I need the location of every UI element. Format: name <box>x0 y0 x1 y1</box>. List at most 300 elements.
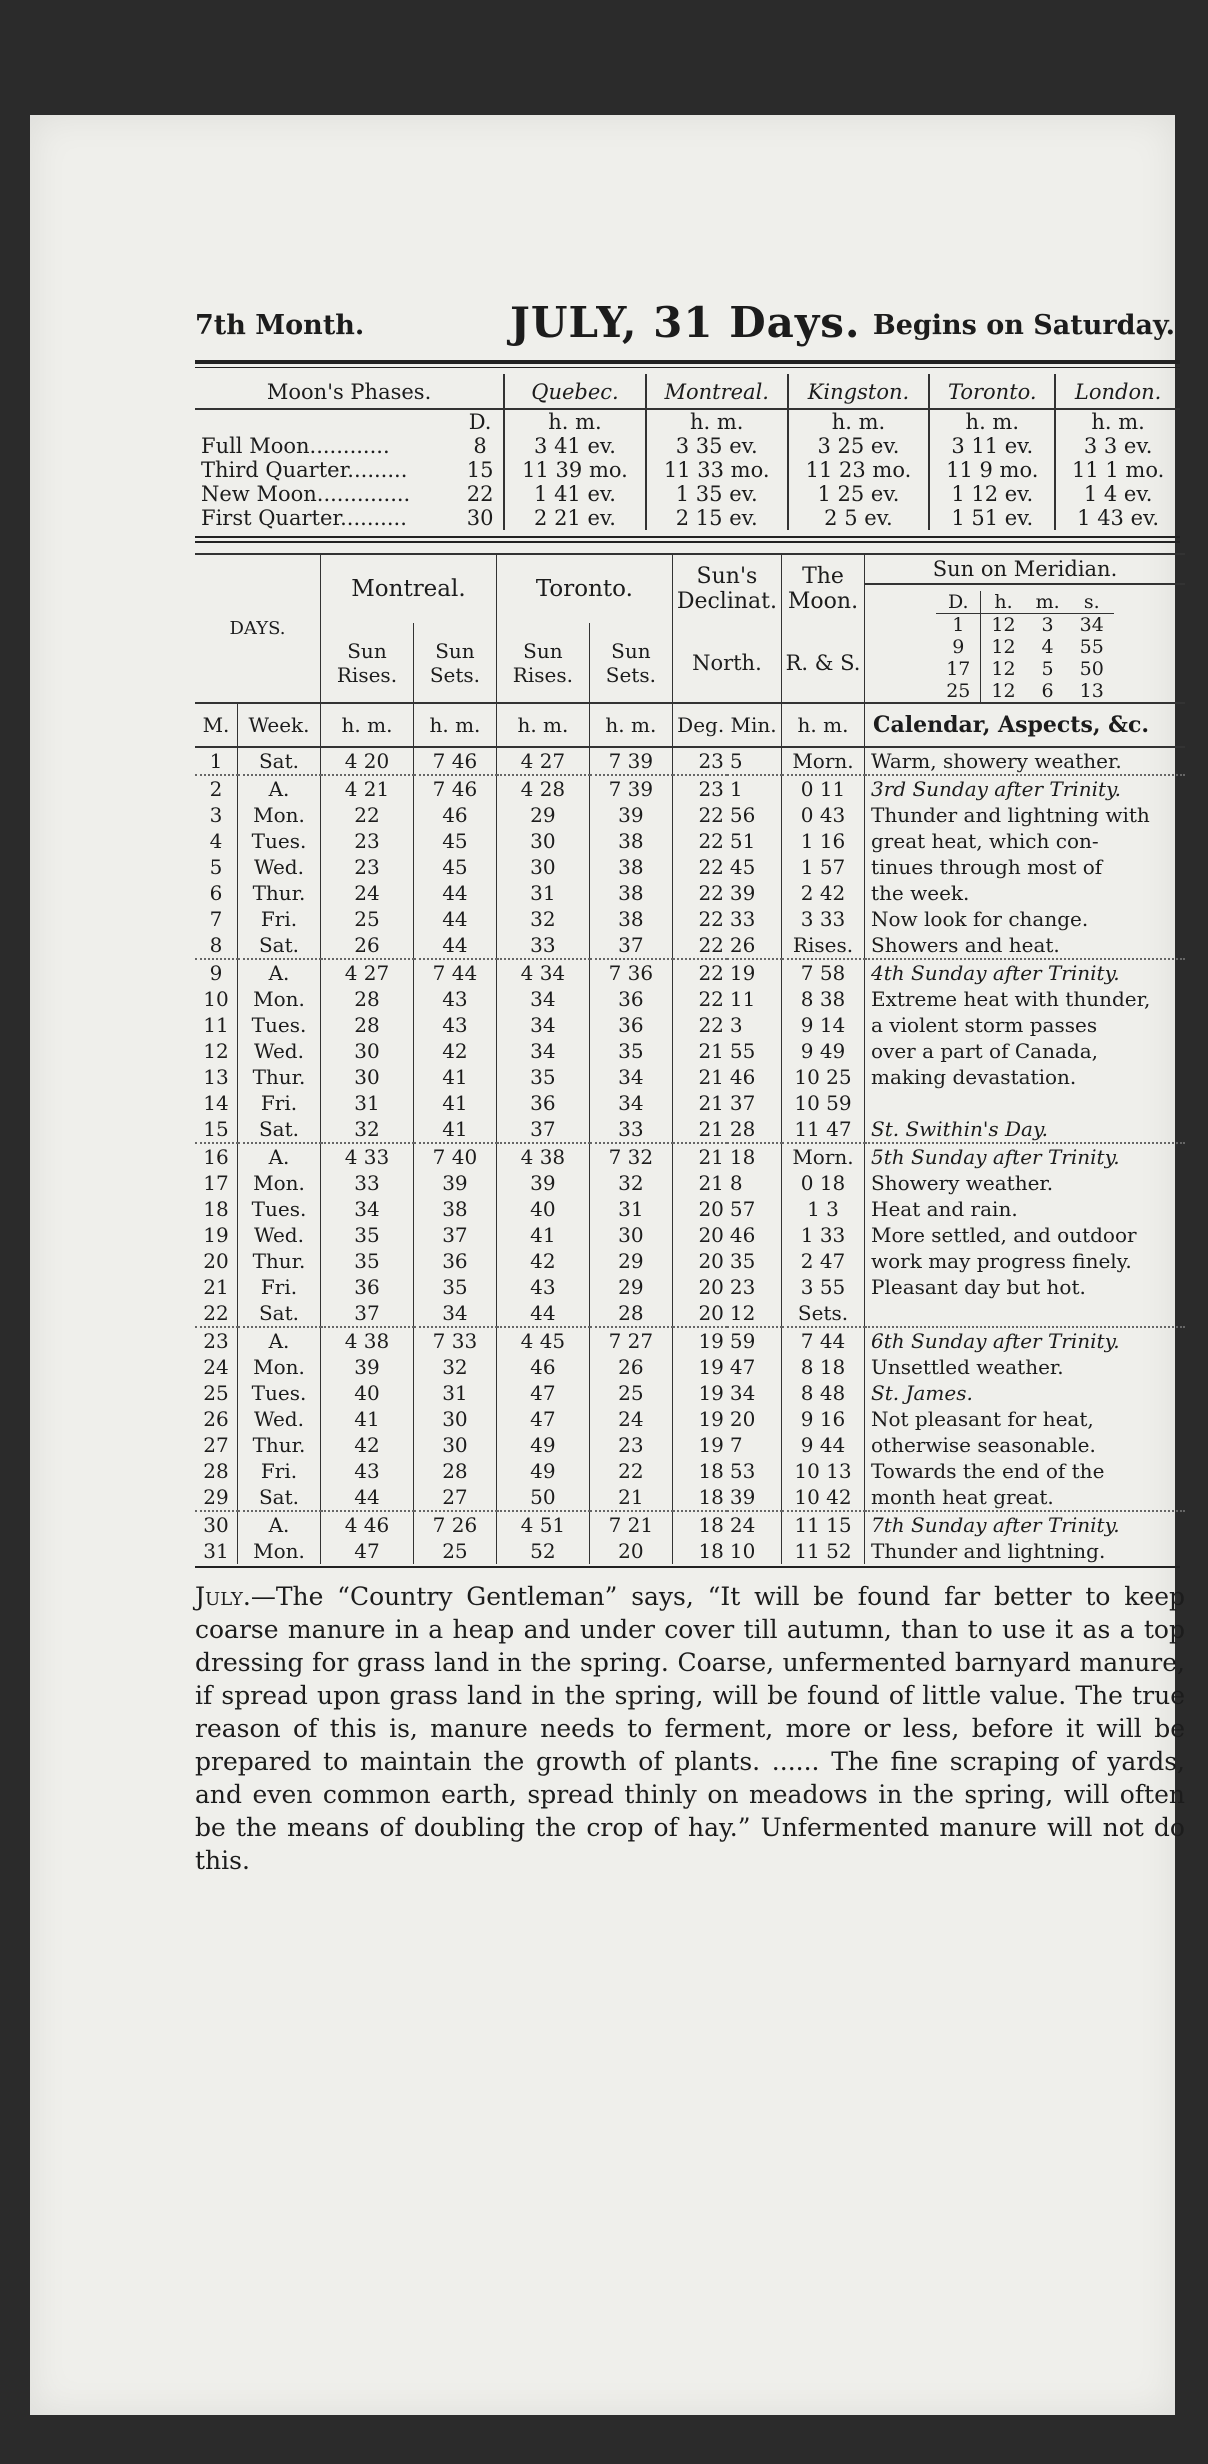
hm-label: h. m. <box>589 703 672 747</box>
montreal-set: 44 <box>413 906 496 932</box>
toronto-rise: 49 <box>496 1432 589 1458</box>
montreal-rise: 36 <box>321 1274 414 1300</box>
toronto-rise: 34 <box>496 1038 589 1064</box>
meridian-cell: 5 <box>1041 658 1054 680</box>
decl-min: 35 <box>729 1249 756 1273</box>
decl-deg: 21 <box>672 1064 727 1090</box>
meridian-head-h: h. <box>981 591 1026 614</box>
decl-min: 20 <box>729 1407 756 1431</box>
montreal-set: 34 <box>413 1300 496 1327</box>
decl-deg: 22 <box>672 802 727 828</box>
toronto-set: 29 <box>589 1248 672 1274</box>
day-number: 18 <box>203 1197 229 1221</box>
july-note <box>195 1580 1185 1877</box>
day-row <box>195 1143 1185 1170</box>
toronto-set: 20 <box>589 1538 672 1564</box>
decl-deg: 22 <box>672 880 727 906</box>
calendar-note: a violent storm passes <box>865 1012 1186 1038</box>
day-number: 12 <box>203 1039 229 1063</box>
decl-min: 7 <box>729 1433 743 1457</box>
toronto-set: 37 <box>589 932 672 959</box>
toronto-rise: 4 38 <box>496 1143 589 1170</box>
montreal-rise: 30 <box>321 1038 414 1064</box>
hm-label: h. m. <box>782 703 865 747</box>
moon-rs: 9 14 <box>782 1012 865 1038</box>
city-kingston: Kingston. <box>788 374 930 409</box>
decl-min: 23 <box>729 1275 756 1299</box>
moon-rs: 9 44 <box>782 1432 865 1458</box>
day-row <box>195 880 1185 906</box>
toronto-set: 38 <box>589 854 672 880</box>
calendar-note: Not pleasant for heat, <box>865 1406 1186 1432</box>
day-row <box>195 1038 1185 1064</box>
weekday: Thur. <box>238 1432 321 1458</box>
montreal-set: 44 <box>413 880 496 906</box>
toronto-rise: 33 <box>496 932 589 959</box>
weekday: A. <box>238 1143 321 1170</box>
toronto-rise: 32 <box>496 906 589 932</box>
toronto-set: 7 39 <box>589 775 672 802</box>
decl-min: 33 <box>729 907 756 931</box>
toronto-rise: 41 <box>496 1222 589 1248</box>
phase-day: 22 <box>466 482 494 506</box>
moon-rs: 10 13 <box>782 1458 865 1484</box>
weekday: Thur. <box>238 880 321 906</box>
day-row <box>195 1170 1185 1196</box>
day-number: 9 <box>195 959 238 986</box>
decl-min: 10 <box>729 1539 756 1563</box>
day-number: 13 <box>203 1065 229 1089</box>
calendar-heading: Calendar, Aspects, &c. <box>865 703 1186 747</box>
day-row <box>195 906 1185 932</box>
moon-rs: 1 57 <box>782 854 865 880</box>
toronto-rise: 34 <box>496 986 589 1012</box>
toronto-rise: 37 <box>496 1116 589 1143</box>
day-row <box>195 747 1185 775</box>
week-heading: Week. <box>238 703 321 747</box>
decl-deg: 23 <box>672 775 727 802</box>
phase-time: 3 11 ev. <box>929 434 1055 458</box>
meridian-cell: 55 <box>1079 636 1104 658</box>
montreal-rises: Sun Rises. <box>321 623 414 703</box>
montreal-rise: 44 <box>321 1484 414 1511</box>
meridian-heading: Sun on Meridian. <box>865 555 1185 585</box>
decl-min: 56 <box>729 803 756 827</box>
meridian-block <box>865 554 1186 703</box>
decl-deg: 22 <box>672 959 727 986</box>
phase-row <box>195 506 1180 530</box>
montreal-set: 27 <box>413 1484 496 1511</box>
calendar-note: tinues through most of <box>865 854 1186 880</box>
weekday: Sat. <box>238 1300 321 1327</box>
hm-label: h. m. <box>413 703 496 747</box>
toronto-set: 25 <box>589 1380 672 1406</box>
city-montreal: Montreal. <box>646 374 788 409</box>
weekday: Sat. <box>238 1484 321 1511</box>
toronto-rise: 29 <box>496 802 589 828</box>
unit-hm: h. m. <box>788 409 930 434</box>
weekday: Fri. <box>238 906 321 932</box>
decl-deg: 20 <box>672 1248 727 1274</box>
montreal-set: 31 <box>413 1380 496 1406</box>
phase-name: First Quarter.......... <box>201 506 407 530</box>
montreal-rise: 4 38 <box>321 1327 414 1354</box>
day-number: 21 <box>203 1275 229 1299</box>
montreal-set: 36 <box>413 1248 496 1274</box>
moon-rs: 10 42 <box>782 1484 865 1511</box>
montreal-set: 35 <box>413 1274 496 1300</box>
day-row <box>195 986 1185 1012</box>
note-text: —The “Country Gentleman” says, “It will be found far better to keep coarse manure in a heap and under cover till autumn, than to use it as a top dressing for grass land in the spring. Coarse, unfermented barnyard manure, if spread upon grass land in the spring, will be found of little value. The true reason of this is, manure needs to ferment, more or less, before it will be prepared to maintain the growth of plants. ...... The fine scraping of yards, and even common earth, spread thinly on meadows in the spring, will often be the means of doubling the crop of hay.” Unfermented manure will not do this. <box>195 1582 1185 1875</box>
toronto-set: 38 <box>589 880 672 906</box>
toronto-set: 34 <box>589 1064 672 1090</box>
weekday: Mon. <box>238 1170 321 1196</box>
moon-rs: 0 43 <box>782 802 865 828</box>
decl-min: 57 <box>729 1197 756 1221</box>
montreal-rise: 4 20 <box>321 747 414 775</box>
weekday: Mon. <box>238 802 321 828</box>
day-number: 25 <box>203 1381 229 1405</box>
toronto-set: 30 <box>589 1222 672 1248</box>
montreal-rise: 40 <box>321 1380 414 1406</box>
day-number: 28 <box>203 1459 229 1483</box>
toronto-heading: Toronto. <box>496 554 672 623</box>
phase-time: 11 1 mo. <box>1055 458 1180 482</box>
montreal-set: 7 40 <box>413 1143 496 1170</box>
calendar-note: 6th Sunday after Trinity. <box>865 1327 1186 1354</box>
decl-min: 3 <box>729 1013 743 1037</box>
montreal-rise: 37 <box>321 1300 414 1327</box>
unit-hm: h. m. <box>646 409 788 434</box>
phase-day: 15 <box>466 458 494 482</box>
calendar-note: Now look for change. <box>865 906 1186 932</box>
montreal-rise: 28 <box>321 1012 414 1038</box>
decl-min: 45 <box>729 855 756 879</box>
weekday: Wed. <box>238 1222 321 1248</box>
calendar-note: work may progress finely. <box>865 1248 1186 1274</box>
day-number: 27 <box>203 1433 229 1457</box>
moon-rs: Morn. <box>782 747 865 775</box>
toronto-set: 32 <box>589 1170 672 1196</box>
deg-min-label: Deg. Min. <box>672 703 781 747</box>
day-row <box>195 1327 1185 1354</box>
day-number: 16 <box>195 1143 238 1170</box>
city-toronto: Toronto. <box>929 374 1055 409</box>
phase-time: 2 5 ev. <box>788 506 930 530</box>
montreal-rise: 28 <box>321 986 414 1012</box>
decl-deg: 19 <box>672 1380 727 1406</box>
calendar-note: Pleasant day but hot. <box>865 1274 1186 1300</box>
toronto-rise: 4 34 <box>496 959 589 986</box>
meridian-row <box>936 636 1114 658</box>
montreal-rise: 4 21 <box>321 775 414 802</box>
toronto-rise: 49 <box>496 1458 589 1484</box>
montreal-rise: 30 <box>321 1064 414 1090</box>
day-row <box>195 932 1185 959</box>
phase-time: 1 4 ev. <box>1055 482 1180 506</box>
toronto-rise: 35 <box>496 1064 589 1090</box>
toronto-rises: Sun Rises. <box>496 623 589 703</box>
day-number: 20 <box>203 1249 229 1273</box>
montreal-sets: Sun Sets. <box>413 623 496 703</box>
moon-rs: 9 16 <box>782 1406 865 1432</box>
toronto-rise: 40 <box>496 1196 589 1222</box>
meridian-cell: 12 <box>981 636 1026 658</box>
weekday: Sat. <box>238 747 321 775</box>
weekday: Wed. <box>238 1038 321 1064</box>
meridian-table <box>936 591 1114 702</box>
moon-rs: Morn. <box>782 1143 865 1170</box>
weekday: Sat. <box>238 932 321 959</box>
phase-day: 30 <box>466 506 494 530</box>
day-row <box>195 1090 1185 1116</box>
weekday: Tues. <box>238 1380 321 1406</box>
montreal-rise: 42 <box>321 1432 414 1458</box>
phase-time: 3 35 ev. <box>646 434 788 458</box>
phase-time: 1 12 ev. <box>929 482 1055 506</box>
day-number: 8 <box>209 933 223 957</box>
montreal-rise: 47 <box>321 1538 414 1564</box>
city-quebec: Quebec. <box>504 374 646 409</box>
toronto-rise: 44 <box>496 1300 589 1327</box>
montreal-rise: 35 <box>321 1222 414 1248</box>
calendar-note: the week. <box>865 880 1186 906</box>
day-row <box>195 1222 1185 1248</box>
decl-min: 55 <box>729 1039 756 1063</box>
decl-min: 59 <box>727 1327 782 1354</box>
phase-time: 11 39 mo. <box>504 458 646 482</box>
toronto-rise: 36 <box>496 1090 589 1116</box>
day-number: 22 <box>203 1301 229 1325</box>
day-row <box>195 1406 1185 1432</box>
meridian-cell: 1 <box>952 614 965 636</box>
phase-time: 1 51 ev. <box>929 506 1055 530</box>
calendar-note: Extreme heat with thunder, <box>865 986 1186 1012</box>
day-row <box>195 1116 1185 1143</box>
moon-rs: 0 18 <box>782 1170 865 1196</box>
montreal-rise: 25 <box>321 906 414 932</box>
meridian-row <box>936 680 1114 702</box>
montreal-rise: 4 27 <box>321 959 414 986</box>
moon-rs: 3 55 <box>782 1274 865 1300</box>
note-lead: July. <box>195 1582 251 1611</box>
toronto-set: 24 <box>589 1406 672 1432</box>
phase-units-row <box>195 409 1180 434</box>
decl-min: 18 <box>727 1143 782 1170</box>
decl-min: 24 <box>727 1511 782 1538</box>
calendar-note: Showers and heat. <box>865 932 1186 959</box>
day-row <box>195 1511 1185 1538</box>
montreal-set: 30 <box>413 1406 496 1432</box>
phase-time: 3 25 ev. <box>788 434 930 458</box>
meridian-head-m: m. <box>1035 591 1060 613</box>
day-row <box>195 1248 1185 1274</box>
calendar-note: St. Swithin's Day. <box>865 1116 1186 1143</box>
day-row <box>195 1538 1185 1564</box>
toronto-rise: 30 <box>496 828 589 854</box>
calendar-note: month heat great. <box>865 1484 1186 1511</box>
weekday: Mon. <box>238 1538 321 1564</box>
month-title: JULY, 31 Days. <box>510 298 861 347</box>
day-row <box>195 1274 1185 1300</box>
city-london: London. <box>1055 374 1180 409</box>
unit-hm: h. m. <box>504 409 646 434</box>
weekday: Tues. <box>238 1196 321 1222</box>
phase-time: 11 9 mo. <box>929 458 1055 482</box>
montreal-set: 7 46 <box>413 775 496 802</box>
toronto-rise: 30 <box>496 854 589 880</box>
double-rule <box>195 360 1180 368</box>
calendar-note: St. James. <box>865 1380 1186 1406</box>
unit-d: D. <box>468 410 492 434</box>
meridian-cell: 6 <box>1041 680 1054 702</box>
montreal-set: 7 44 <box>413 959 496 986</box>
decl-deg: 18 <box>672 1538 727 1564</box>
day-row <box>195 1354 1185 1380</box>
toronto-rise: 43 <box>496 1274 589 1300</box>
weekday: A. <box>238 959 321 986</box>
toronto-set: 28 <box>589 1300 672 1327</box>
calendar-note: Heat and rain. <box>865 1196 1186 1222</box>
moon-rs: 3 33 <box>782 906 865 932</box>
decl-deg: 20 <box>672 1196 727 1222</box>
meridian-cell: 3 <box>1041 614 1054 636</box>
decl-min: 53 <box>729 1459 756 1483</box>
montreal-set: 44 <box>413 932 496 959</box>
day-row <box>195 1484 1185 1511</box>
meridian-head-s: s. <box>1083 591 1100 613</box>
toronto-set: 23 <box>589 1432 672 1458</box>
moon-rs: 7 44 <box>782 1327 865 1354</box>
weekday: Wed. <box>238 1406 321 1432</box>
montreal-set: 32 <box>413 1354 496 1380</box>
toronto-set: 7 36 <box>589 959 672 986</box>
toronto-sets: Sun Sets. <box>589 623 672 703</box>
decl-min: 1 <box>727 775 782 802</box>
toronto-set: 36 <box>589 1012 672 1038</box>
decl-min: 28 <box>729 1117 756 1141</box>
day-row <box>195 1196 1185 1222</box>
day-number: 3 <box>209 803 223 827</box>
phase-name: Third Quarter......... <box>201 458 408 482</box>
montreal-rise: 23 <box>321 828 414 854</box>
day-row <box>195 1458 1185 1484</box>
montreal-set: 41 <box>413 1090 496 1116</box>
montreal-set: 41 <box>413 1116 496 1143</box>
moon-rs: 0 11 <box>782 775 865 802</box>
day-row <box>195 775 1185 802</box>
moon-rs: 11 47 <box>782 1116 865 1143</box>
day-row <box>195 959 1185 986</box>
calendar-note: 7th Sunday after Trinity. <box>865 1511 1186 1538</box>
meridian-head-d: D. <box>947 591 969 613</box>
rule <box>195 1566 1180 1568</box>
day-number: 2 <box>195 775 238 802</box>
montreal-rise: 4 33 <box>321 1143 414 1170</box>
month-number: 7th Month. <box>195 310 365 341</box>
montreal-set: 43 <box>413 1012 496 1038</box>
moon-rs: 8 18 <box>782 1354 865 1380</box>
decl-deg: 21 <box>672 1143 727 1170</box>
toronto-set: 26 <box>589 1354 672 1380</box>
phase-name: Full Moon............ <box>201 434 390 458</box>
day-row <box>195 802 1185 828</box>
day-row <box>195 828 1185 854</box>
decl-min: 19 <box>727 959 782 986</box>
calendar-note: otherwise seasonable. <box>865 1432 1186 1458</box>
calendar-note: Thunder and lightning. <box>865 1538 1186 1564</box>
toronto-set: 7 39 <box>589 747 672 775</box>
toronto-rise: 47 <box>496 1380 589 1406</box>
montreal-set: 28 <box>413 1458 496 1484</box>
weekday: Mon. <box>238 1354 321 1380</box>
decl-deg: 19 <box>672 1354 727 1380</box>
meridian-cell: 9 <box>952 636 965 658</box>
toronto-set: 39 <box>589 802 672 828</box>
day-number: 14 <box>203 1091 229 1115</box>
decl-deg: 19 <box>672 1327 727 1354</box>
calendar-note: Unsettled weather. <box>865 1354 1186 1380</box>
decl-deg: 22 <box>672 986 727 1012</box>
montreal-set: 7 33 <box>413 1327 496 1354</box>
calendar-note: Thunder and lightning with <box>865 802 1186 828</box>
meridian-cell: 50 <box>1079 658 1104 680</box>
moon-rs: Sets. <box>782 1300 865 1327</box>
montreal-set: 39 <box>413 1170 496 1196</box>
calendar-note: More settled, and outdoor <box>865 1222 1186 1248</box>
toronto-set: 21 <box>589 1484 672 1511</box>
meridian-cell: 17 <box>946 658 971 680</box>
toronto-rise: 34 <box>496 1012 589 1038</box>
weekday: A. <box>238 1511 321 1538</box>
weekday: Tues. <box>238 1012 321 1038</box>
toronto-rise: 4 45 <box>496 1327 589 1354</box>
montreal-set: 43 <box>413 986 496 1012</box>
toronto-rise: 4 27 <box>496 747 589 775</box>
day-number: 7 <box>209 907 223 931</box>
toronto-rise: 4 28 <box>496 775 589 802</box>
day-number: 17 <box>203 1171 229 1195</box>
meridian-cell: 12 <box>981 614 1026 637</box>
phase-time: 3 3 ev. <box>1055 434 1180 458</box>
montreal-heading: Montreal. <box>321 554 497 623</box>
montreal-set: 37 <box>413 1222 496 1248</box>
calendar-note <box>865 1300 1186 1327</box>
day-number: 24 <box>203 1355 229 1379</box>
toronto-set: 34 <box>589 1090 672 1116</box>
phase-time: 11 23 mo. <box>788 458 930 482</box>
daily-table <box>195 553 1185 1564</box>
day-row <box>195 1432 1185 1458</box>
unit-hm: h. m. <box>1055 409 1180 434</box>
almanac-page <box>30 115 1185 2415</box>
phase-day: 8 <box>473 434 487 458</box>
toronto-set: 38 <box>589 906 672 932</box>
page-header <box>170 290 1175 360</box>
moon-rs: 1 16 <box>782 828 865 854</box>
decl-deg: 23 <box>672 747 727 775</box>
meridian-cell: 4 <box>1041 636 1054 658</box>
calendar-note: great heat, which con- <box>865 828 1186 854</box>
montreal-rise: 24 <box>321 880 414 906</box>
meridian-cell: 12 <box>981 658 1026 680</box>
unit-hm: h. m. <box>929 409 1055 434</box>
calendar-note: 3rd Sunday after Trinity. <box>865 775 1186 802</box>
moon-rs: 7 58 <box>782 959 865 986</box>
montreal-set: 38 <box>413 1196 496 1222</box>
moon-rs: 11 52 <box>782 1538 865 1564</box>
montreal-rise: 34 <box>321 1196 414 1222</box>
